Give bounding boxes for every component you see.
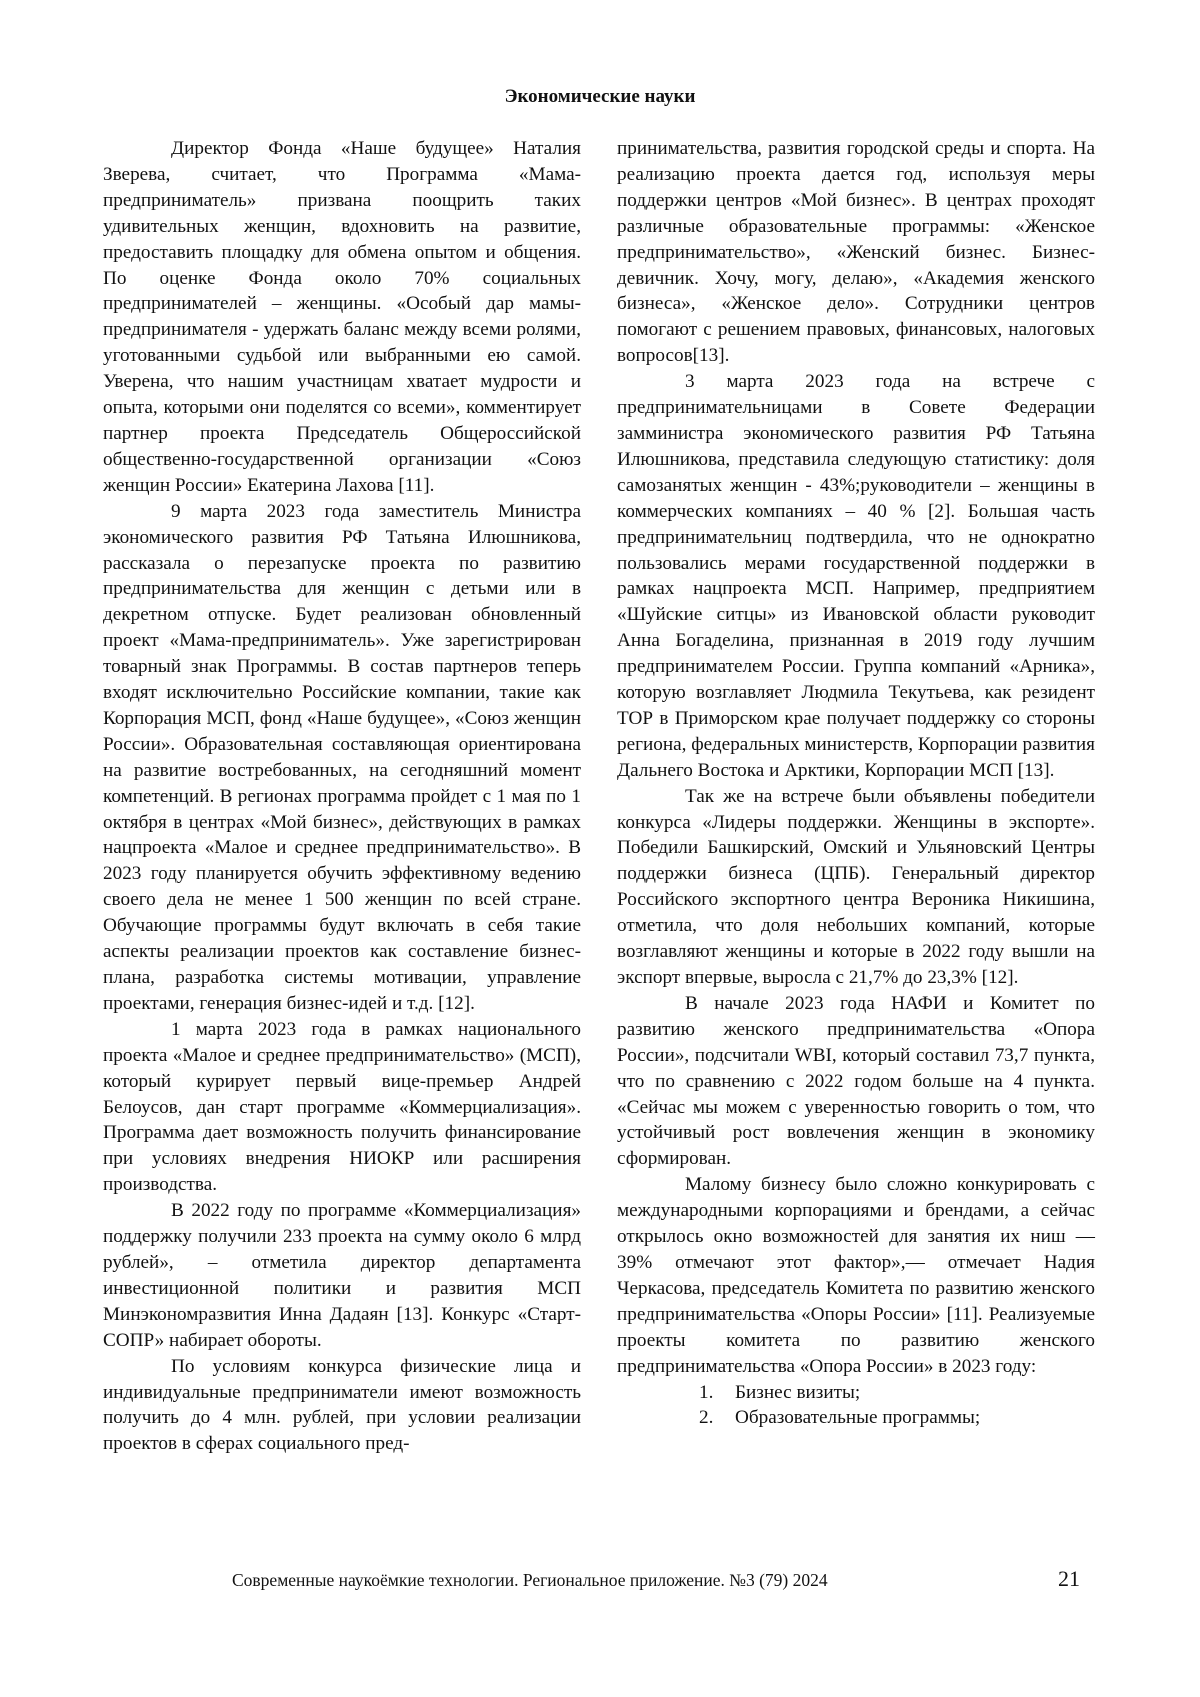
paragraph: Так же на встрече были объявлены победители конкурса «Лидеры поддержки. Женщины в экспорте». Победили Башкирский, Омский и Ульяновский Центры поддержки бизнеса (ЦПБ). Генеральный директор Российского экспортного центра Вероника Никишина, отметила, что доля небольших компаний, которые возглавляют женщины и которые в 2022 году вышли на экспорт впервые, выросла с 21,7% до 23,3% [12]. (617, 785, 1095, 988)
paragraph: В начале 2023 года НАФИ и Комитет по развитию женского предпринимательства «Опора России», подсчитали WBI, который составил 73,7 пункта, что по сравнению с 2022 годом больше на 4 пункта. «Сейчас мы можем с уверенностью говорить о том, что устойчивый рост вовлечения женщин в экономику сформирован. (617, 992, 1095, 1170)
list-item-number: 1. (699, 1381, 714, 1403)
list-item-number: 2. (699, 1407, 714, 1429)
paragraph: 9 марта 2023 года заместитель Министра экономического развития РФ Татьяна Илюшникова, рассказала о перезапуске проекта по развитию предпринимательства для женщин с детьми или в декретном отпуске. Будет реализован обновленный проект «Мама-предприниматель». Уже зарегистрирован товарный знак Программы. В состав партнеров теперь входят исключительно Российские компании, такие как Корпорация МСП, фонд «Наше будущее», «Союз женщин России». Образовательная составляющая ориентирована на развитие востребованных, на сегодняшний момент компетенций. В регионах программа пройдет с 1 мая по 1 октября в центрах «Мой бизнес», действующих в рамках нацпроекта «Малое и среднее предпринимательство». В 2023 году планируется обучить эффективному ведению своего дела не менее 1 500 женщин по всей стране. Обучающие программы будут включать в себя такие аспекты реализации проектов как составление бизнес-плана, разработка системы мотивации, управление проектами, генерация бизнес-идей и т.д. [12]. (103, 500, 581, 1014)
paragraph: 1 марта 2023 года в рамках национального проекта «Малое и среднее предпринимательство» (МСП), который курирует первый вице-премьер Андрей Белоусов, дан старт программе «Коммерциализация». Программа дает возможность получить финансирование при условиях внедрения НИОКР или расширения производства. (103, 1018, 581, 1196)
paragraph: 3 марта 2023 года на встрече с предпринимательницами в Совете Федерации замминистра экономического развития РФ Татьяна Илюшникова, представила следующую статистику: доля самозанятых женщин - 43%;руководители – женщины в коммерческих компаниях – 40 % [2]. Большая часть предпринимательниц подтвердила, что не однократно пользовались мерами государственной поддержки в рамках нацпроекта МСП. Например, предприятием «Шуйские ситцы» из Ивановской области руководит Анна Богаделина, признанная в 2019 году лучшим предпринимателем России. Группа компаний «Арника», которую возглавляет Людмила Текутьева, как резидент ТОР в Приморском крае получает поддержку со стороны региона, федеральных министерств, Корпорации развития Дальнего Востока и Арктики, Корпорации МСП [13]. (617, 371, 1095, 781)
projects-list (617, 1380, 1095, 1432)
paragraph: В 2022 году по программе «Коммерциализация» поддержку получили 233 проекта на сумму около 6 млрд рублей», – отметила директор департамента инвестиционной политики и развития МСП Минэкономразвития Инна Дадаян [13]. Конкурс «Старт-СОПР» набирает обороты. (103, 1200, 581, 1351)
list-item (617, 1405, 1095, 1431)
paragraph: Малому бизнесу было сложно конкурировать с международными корпорациями и брендами, а сейчас открылось окно возможностей для занятия их ниш — 39% отмечают этот фактор»,— отмечает Надия Черкасова, председатель Комитета по развитию женского предпринимательства «Опоры России» [11]. Реализуемые проекты комитета по развитию женского предпринимательства «Опора России» в 2023 году: (617, 1174, 1095, 1377)
paragraph-continuation: принимательства, развития городской среды и спорта. На реализацию проекта дается год, используя меры поддержки центров «Мой бизнес». В центрах проходят различные образовательные программы: «Женское предпринимательство», «Женский бизнес. Бизнес-девичник. Хочу, могу, делаю», «Академия женского бизнеса», «Женское дело». Сотрудники центров помогают с решением правовых, финансовых, налоговых вопросов[13]. (617, 138, 1095, 367)
journal-title: Современные наукоёмкие технологии. Региональное приложение. №3 (79) 2024 (232, 1570, 828, 1590)
list-item (617, 1380, 1095, 1406)
list-item-text: Бизнес визиты; (735, 1381, 861, 1403)
page-number: 21 (1058, 1566, 1080, 1591)
list-item-text: Образовательные программы; (735, 1407, 981, 1429)
section-title: Экономические науки (504, 86, 696, 107)
left-column (103, 136, 581, 1457)
paragraph: Директор Фонда «Наше будущее» Наталия Зверева, считает, что Программа «Мама-предприниматель» призвана поощрить таких удивительных женщин, вдохновить на развитие, предоставить площадку для обмена опытом и общения. По оценке Фонда около 70% социальных предпринимателей – женщины. «Особый дар мамы-предпринимателя - удержать баланс между всеми ролями, уготованными судьбой или выбранными ею самой. Уверена, что нашим участницам хватает мудрости и опыта, которыми они поделятся со всеми», комментирует партнер проекта Председатель Общероссийской общественно-государственной организации «Союз женщин России» Екатерина Лахова [11]. (103, 138, 581, 496)
paragraph: По условиям конкурса физические лица и индивидуальные предприниматели имеют возможность получить до 4 млн. рублей, при условии реализации проектов в сферах социального пред- (103, 1355, 581, 1455)
right-column (617, 136, 1095, 1431)
